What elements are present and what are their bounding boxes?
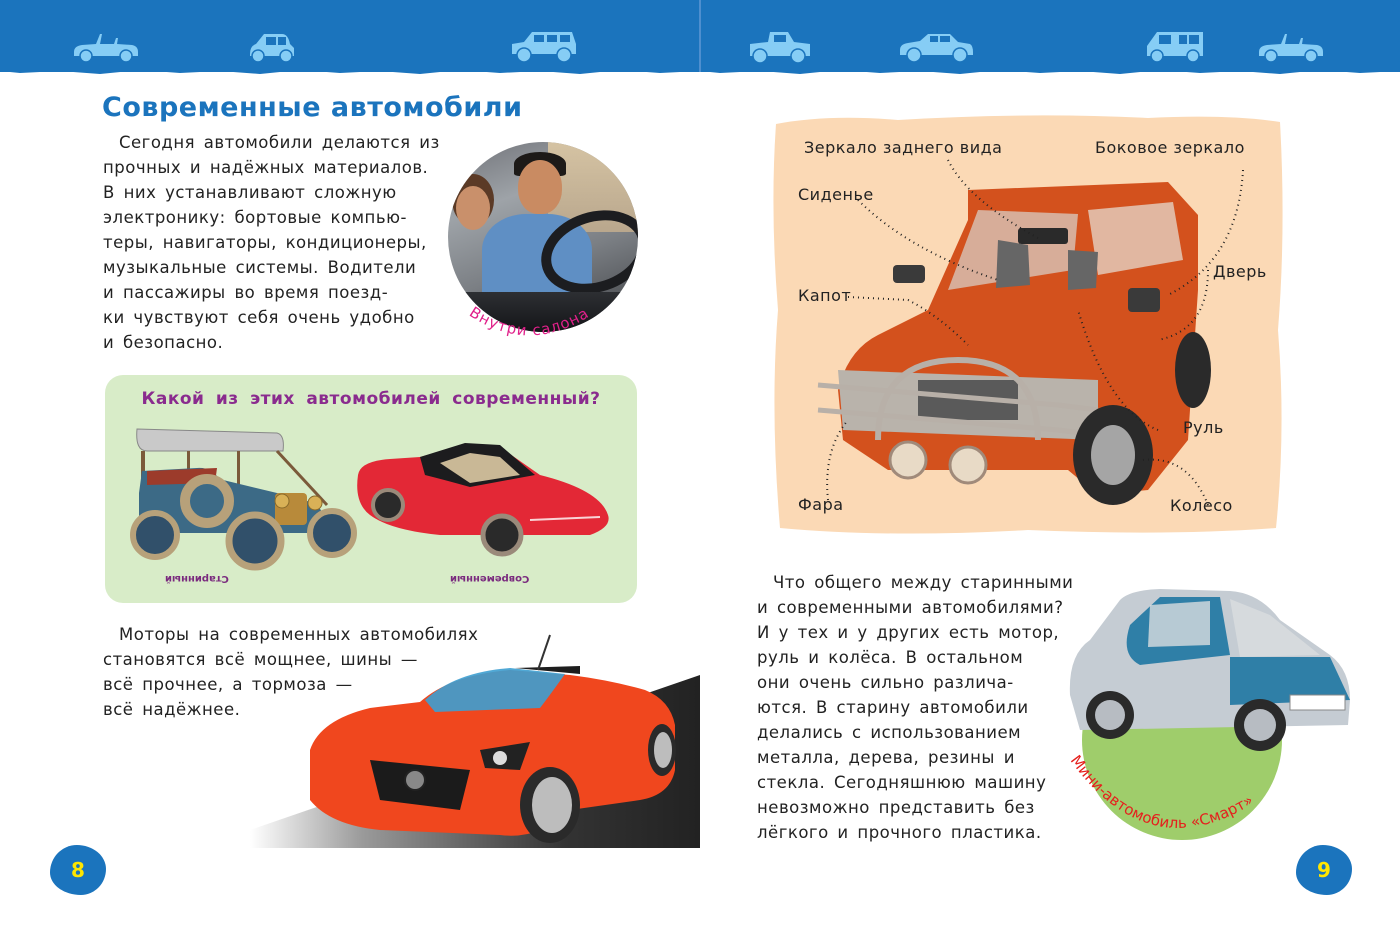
engine-line: становятся всё мощнее, шины — bbox=[103, 650, 418, 669]
answer-label-vintage: Старинный bbox=[165, 573, 229, 584]
comparison-line: Что общего между старинными bbox=[773, 573, 1074, 592]
intro-line: ки чувствуют себя очень удобно bbox=[103, 308, 415, 327]
convertible-car-icon bbox=[70, 30, 140, 64]
engine-line: всё прочнее, а тормоза — bbox=[103, 675, 353, 694]
intro-line: музыкальные системы. Водители bbox=[103, 258, 417, 277]
intro-line: прочных и надёжных материалов. bbox=[103, 158, 429, 177]
quiz-question: Какой из этих автомобилей современный? bbox=[141, 389, 601, 409]
comparison-paragraph bbox=[757, 570, 1073, 845]
comparison-line: ются. В старину автомобили bbox=[757, 698, 1029, 717]
page-title: Современные автомобили bbox=[102, 92, 523, 123]
comparison-line: они очень сильно различа- bbox=[757, 673, 1014, 692]
comparison-line: невозможно представить без bbox=[757, 798, 1035, 817]
orange-roadster-image bbox=[250, 630, 700, 855]
diagram-illustration bbox=[768, 110, 1288, 540]
coupe-icon bbox=[898, 30, 974, 64]
label-side-mirror: Боковое зеркало bbox=[1095, 138, 1245, 157]
car-parts-diagram bbox=[768, 110, 1288, 540]
driver-head bbox=[518, 160, 562, 214]
label-hood: Капот bbox=[798, 286, 852, 305]
comparison-line: И у тех и у других есть мотор, bbox=[757, 623, 1060, 642]
van-icon bbox=[1145, 30, 1205, 64]
comparison-line: стекла. Сегодняшнюю машину bbox=[757, 773, 1047, 792]
label-wheel: Колесо bbox=[1170, 496, 1233, 515]
svg-text:Внутри салона: Внутри салона bbox=[466, 303, 593, 340]
label-seat: Сиденье bbox=[798, 185, 874, 204]
intro-line: электронику: бортовые компью- bbox=[103, 208, 407, 227]
intro-line: теры, навигаторы, кондиционеры, bbox=[103, 233, 427, 252]
intro-line: и пассажиры во время поезд- bbox=[103, 283, 389, 302]
intro-paragraph bbox=[103, 130, 440, 355]
comparison-line: металла, дерева, резины и bbox=[757, 748, 1015, 767]
header-band-right bbox=[700, 0, 1400, 72]
intro-line: и безопасно. bbox=[103, 333, 224, 352]
engine-line: Моторы на современных автомобилях bbox=[119, 625, 479, 644]
quiz-box bbox=[105, 375, 637, 603]
comparison-line: лёгкого и прочного пластика. bbox=[757, 823, 1042, 842]
vintage-car-image[interactable] bbox=[127, 423, 357, 573]
pickup-truck-icon bbox=[748, 30, 812, 64]
torn-edge bbox=[0, 68, 700, 76]
svg-text:Мини-автомобиль «Смарт»: Мини-автомобиль «Смарт» bbox=[1066, 751, 1257, 833]
mini-car-icon bbox=[248, 30, 296, 64]
label-headlight: Фара bbox=[798, 495, 844, 514]
label-steering-wheel: Руль bbox=[1183, 418, 1224, 437]
road-illustration bbox=[250, 630, 700, 855]
page-number-9: 9 bbox=[1296, 845, 1352, 895]
convertible-car-icon bbox=[1255, 30, 1325, 64]
answer-label-modern: Современный bbox=[450, 573, 530, 584]
suv-icon bbox=[510, 30, 578, 64]
smart-car-caption bbox=[1060, 700, 1300, 850]
right-page bbox=[700, 0, 1400, 943]
page-number-8: 8 bbox=[50, 845, 106, 895]
comparison-line: и современными автомобилями? bbox=[757, 598, 1064, 617]
header-band-left bbox=[0, 0, 700, 72]
comparison-line: руль и колёса. В остальном bbox=[757, 648, 1024, 667]
passenger-figure bbox=[456, 186, 490, 230]
page-gutter bbox=[699, 0, 701, 72]
interior-photo-caption bbox=[440, 260, 640, 360]
modern-sports-car-image[interactable] bbox=[350, 435, 615, 565]
engine-line: всё надёжнее. bbox=[103, 700, 241, 719]
comparison-line: делались с использованием bbox=[757, 723, 1022, 742]
label-door: Дверь bbox=[1213, 262, 1267, 281]
label-rearview-mirror: Зеркало заднего вида bbox=[804, 138, 1003, 157]
intro-line: В них устанавливают сложную bbox=[103, 183, 397, 202]
torn-edge bbox=[700, 68, 1400, 76]
intro-line: Сегодня автомобили делаются из bbox=[119, 133, 440, 152]
